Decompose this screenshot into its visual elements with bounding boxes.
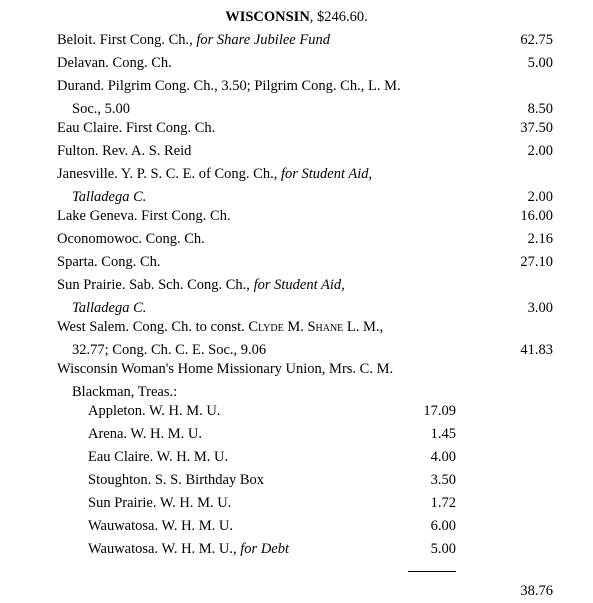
sub-list-item bbox=[88, 515, 456, 538]
entry-amount: 8.50 bbox=[527, 101, 553, 117]
list-item bbox=[57, 117, 553, 140]
entry-text: Durand. Pilgrim Cong. Ch., 3.50; Pilgrim Cong. Ch., L. M. bbox=[57, 78, 401, 94]
sub-entry-amount: 6.00 bbox=[430, 518, 456, 534]
sub-entry-text: Wauwatosa. W. H. M. U., bbox=[88, 541, 241, 557]
page-title bbox=[0, 6, 593, 29]
list-item bbox=[57, 228, 553, 251]
list-item bbox=[57, 163, 553, 209]
subtotal-amount: 38.76 bbox=[520, 583, 553, 599]
entry-text-suffix: L. M., bbox=[343, 319, 384, 335]
list-item bbox=[57, 358, 553, 404]
entry-text: Fulton. Rev. A. S. Reid bbox=[57, 143, 192, 159]
entry-text: Sun Prairie. Sab. Sch. Cong. Ch., bbox=[57, 277, 254, 293]
entry-text: Delavan. Cong. Ch. bbox=[57, 55, 172, 71]
entry-amount: 27.10 bbox=[520, 254, 553, 270]
list-item bbox=[57, 140, 553, 163]
state-heading: WISCONSIN bbox=[225, 9, 310, 25]
subtotal-rule bbox=[408, 571, 456, 572]
sub-entry-text: Appleton. W. H. M. U. bbox=[88, 403, 221, 419]
list-item bbox=[57, 251, 553, 274]
sub-entry-text: Wauwatosa. W. H. M. U. bbox=[88, 518, 234, 534]
list-item bbox=[57, 316, 553, 362]
list-item bbox=[57, 52, 553, 75]
sub-entry-note: for Debt bbox=[240, 541, 290, 557]
entry-amount: 37.50 bbox=[520, 120, 553, 136]
sub-entry-text: Sun Prairie. W. H. M. U. bbox=[88, 495, 232, 511]
entry-note: for Student Aid, bbox=[253, 277, 345, 293]
entry-text-continued: Blackman, Treas.: bbox=[72, 384, 178, 400]
sub-entry-amount: 3.50 bbox=[430, 472, 456, 488]
entry-amount: 62.75 bbox=[520, 32, 553, 48]
entry-note: for Student Aid, bbox=[280, 166, 373, 182]
sub-entry-text: Stoughton. S. S. Birthday Box bbox=[88, 472, 265, 488]
sub-list-item bbox=[88, 423, 456, 446]
entry-amount: 2.16 bbox=[527, 231, 553, 247]
entry-text: Eau Claire. First Cong. Ch. bbox=[57, 120, 216, 136]
entry-amount: 5.00 bbox=[527, 55, 553, 71]
list-item bbox=[57, 75, 553, 121]
entry-text-continued: Soc., 5.00 bbox=[72, 101, 130, 117]
sub-entry-text: Eau Claire. W. H. M. U. bbox=[88, 449, 229, 465]
sub-entry-amount: 17.09 bbox=[423, 403, 456, 419]
sub-entry-amount: 4.00 bbox=[430, 449, 456, 465]
sub-entry-amount: 1.72 bbox=[430, 495, 456, 511]
entry-text: Oconomowoc. Cong. Ch. bbox=[57, 231, 205, 247]
entry-amount: 16.00 bbox=[520, 208, 553, 224]
entry-amount: 2.00 bbox=[527, 189, 553, 205]
list-item bbox=[57, 29, 553, 52]
entry-text: West Salem. Cong. Ch. to const. bbox=[57, 319, 249, 335]
entry-text: Janesville. Y. P. S. C. E. of Cong. Ch., bbox=[57, 166, 281, 182]
list-item bbox=[57, 205, 553, 228]
entry-amount: 41.83 bbox=[520, 342, 553, 358]
state-total: , $246.60. bbox=[309, 9, 368, 25]
entry-note-continued: Talladega C. bbox=[72, 300, 147, 316]
sub-list-item bbox=[88, 492, 456, 515]
entry-text: Sparta. Cong. Ch. bbox=[57, 254, 161, 270]
entry-text: Wisconsin Woman's Home Missionary Union, Mrs. C. M. bbox=[57, 361, 394, 377]
entry-text-continued: 32.77; Cong. Ch. C. E. Soc., 9.06 bbox=[72, 342, 267, 358]
list-item bbox=[57, 274, 553, 320]
sub-entry-text: Arena. W. H. M. U. bbox=[88, 426, 202, 442]
sub-list-item bbox=[88, 400, 456, 423]
entry-note: for Share Jubilee Fund bbox=[196, 32, 330, 48]
entry-note-continued: Talladega C. bbox=[72, 189, 147, 205]
sub-list-item bbox=[88, 538, 456, 561]
sub-entry-amount: 1.45 bbox=[430, 426, 456, 442]
entry-text: Beloit. First Cong. Ch., bbox=[57, 32, 197, 48]
sub-list-item bbox=[88, 446, 456, 469]
entry-person-name: Clyde M. Shane bbox=[248, 319, 344, 335]
sub-entry-amount: 5.00 bbox=[430, 541, 456, 557]
entry-amount: 2.00 bbox=[527, 143, 553, 159]
entry-text: Lake Geneva. First Cong. Ch. bbox=[57, 208, 231, 224]
sub-list-item bbox=[88, 469, 456, 492]
entry-amount: 3.00 bbox=[527, 300, 553, 316]
